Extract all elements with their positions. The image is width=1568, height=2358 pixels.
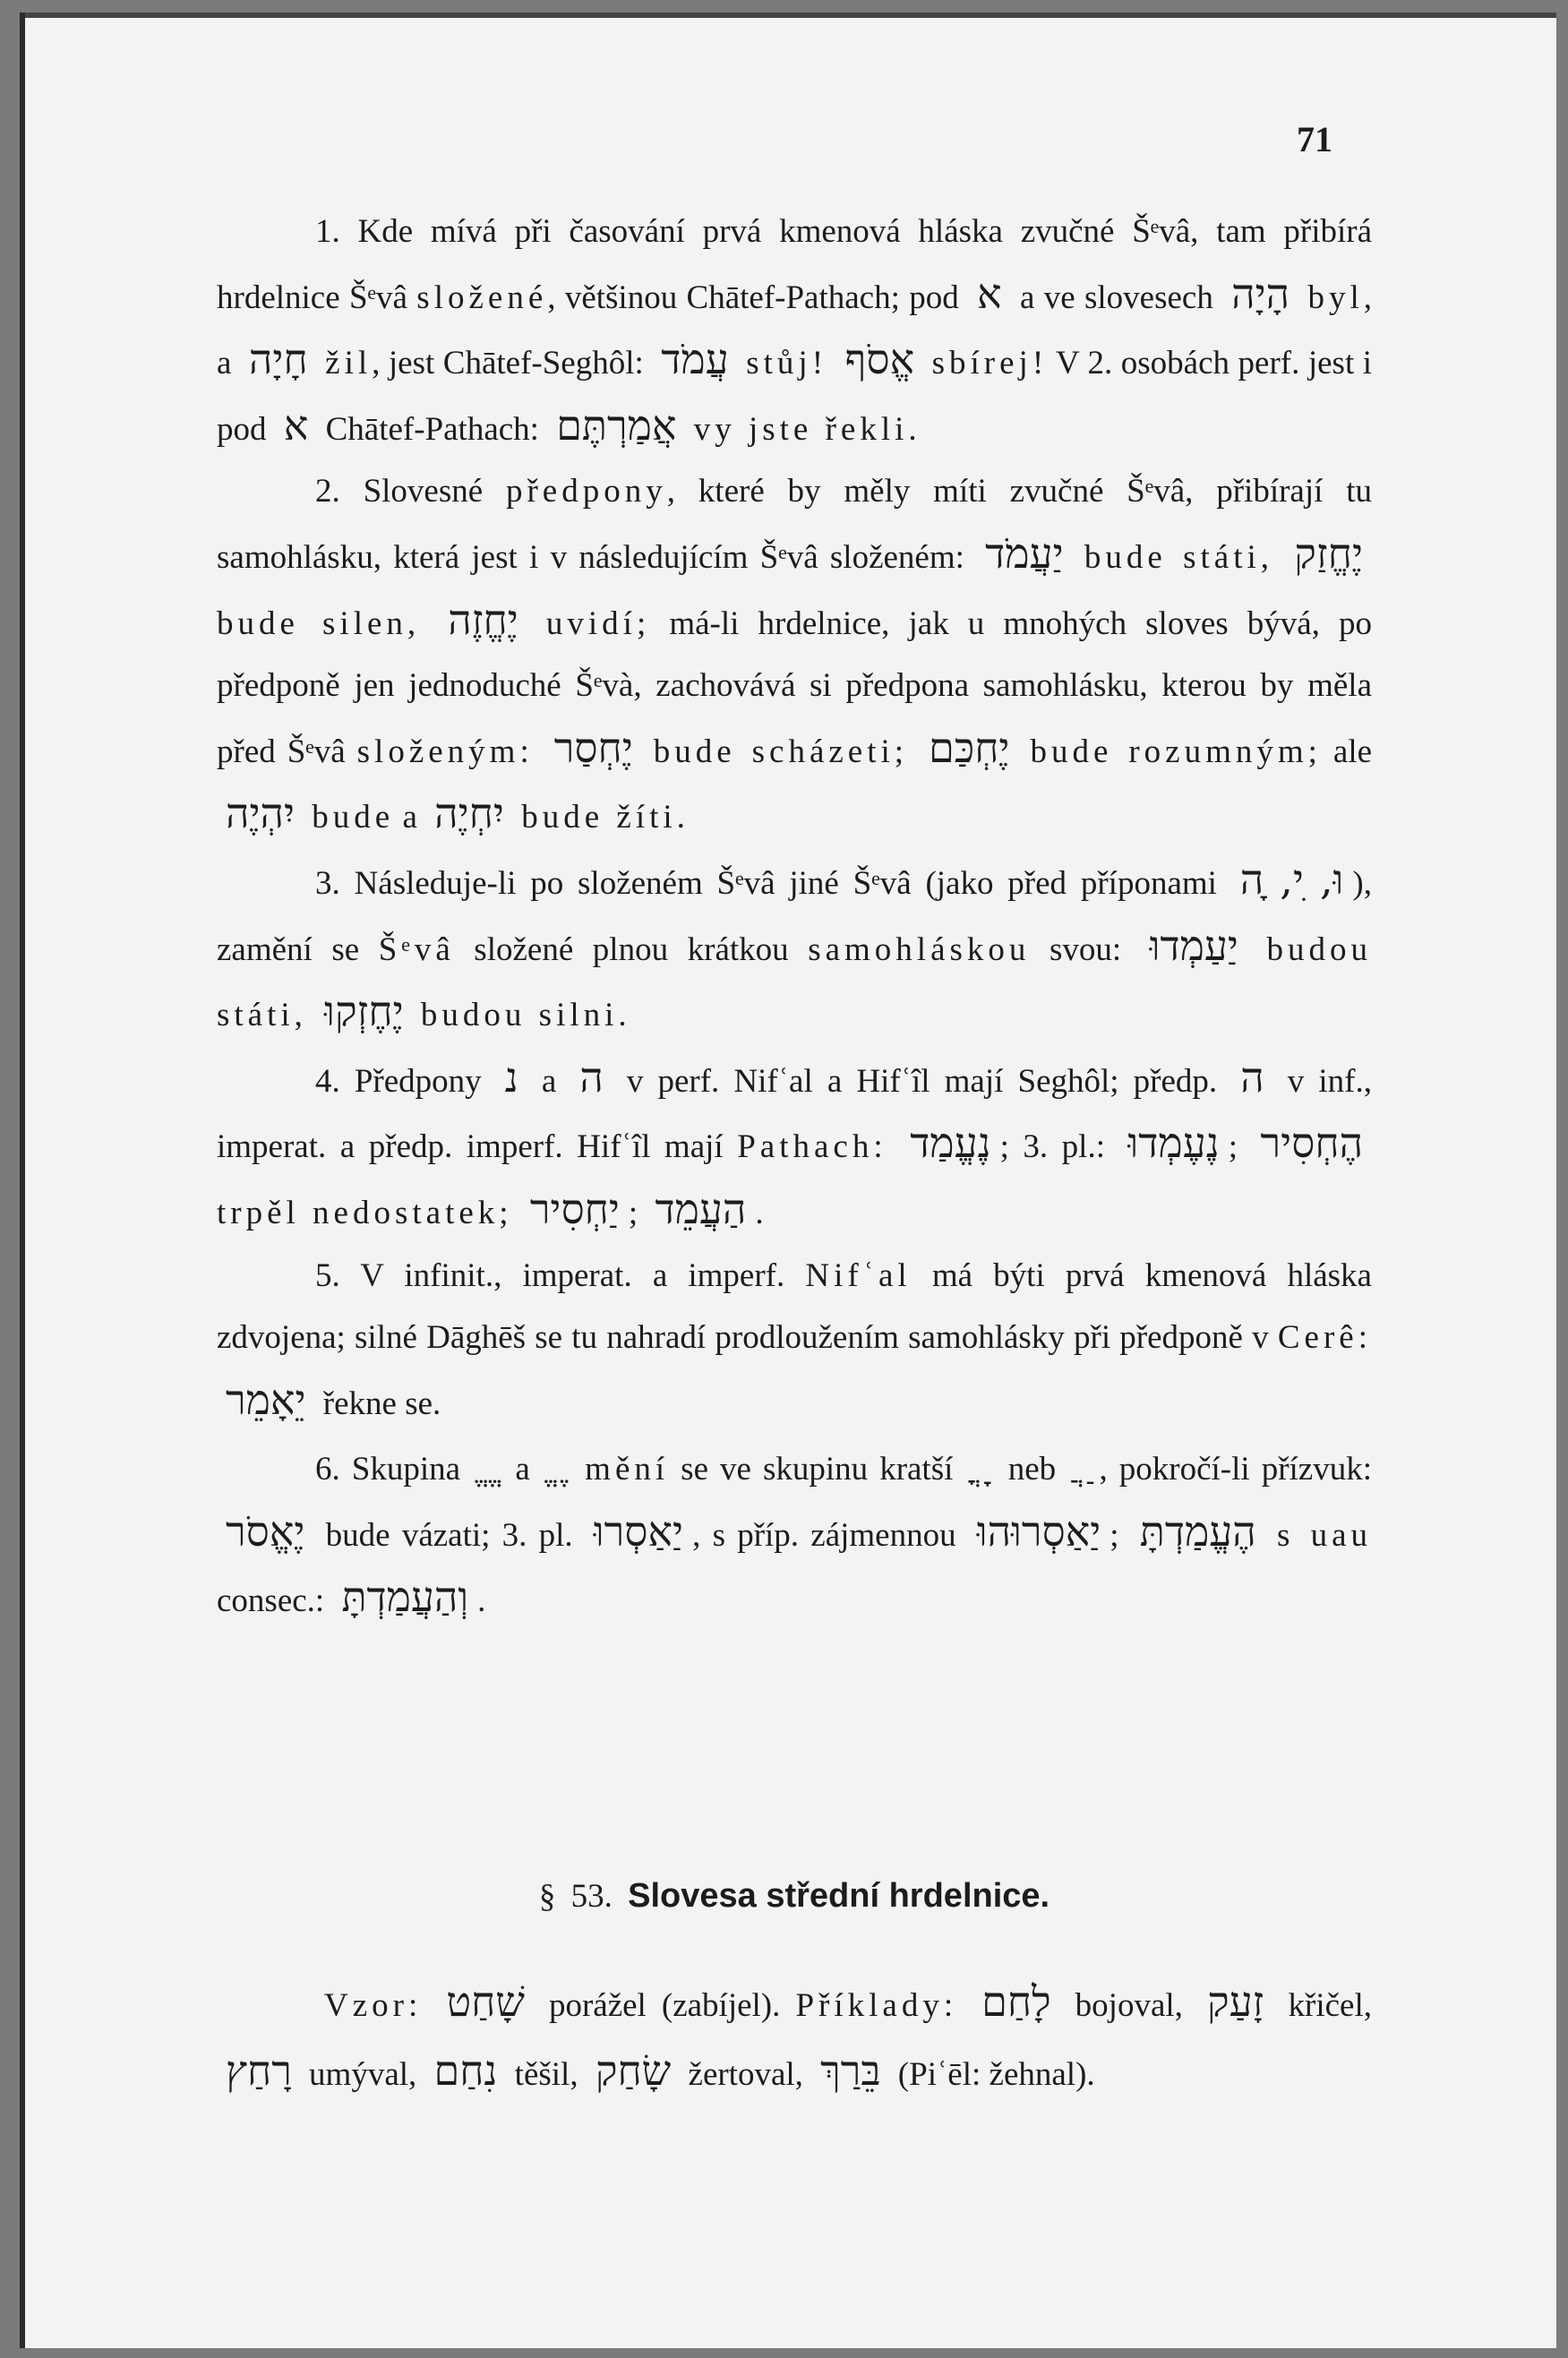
text-run [527, 605, 546, 642]
text-run: neb [996, 1451, 1068, 1488]
hebrew-word: הַעֲמֵד [655, 1184, 747, 1233]
text-run: má býti prvá kmenová hláska zdvojena; silné Dāghēš se tu nahradí prodloužením samohlásky při předponě v [217, 1256, 1372, 1357]
text-run: a ve slovesech [1010, 279, 1223, 316]
paragraph-3 [217, 849, 1372, 1047]
text-run [413, 997, 421, 1033]
spaced-text: Nifʿal [805, 1256, 912, 1294]
spaced-text: Pathach: [737, 1128, 887, 1166]
hebrew-word: א [283, 400, 309, 450]
spaced-text: předpony [505, 473, 667, 510]
paragraph-6 [217, 1435, 1372, 1633]
spaced-text: vy jste řekli. [693, 410, 921, 448]
hebrew-word: יֶחֶזְקוּ [324, 987, 404, 1036]
spaced-text: samohláskou [808, 930, 1031, 968]
text-run: umýval, [300, 2056, 425, 2093]
hebrew-word: יֶאֱסֹר [226, 1506, 305, 1556]
spaced-text: Šᵉvâ [378, 930, 455, 968]
text-run: , pokročí-li přízvuk: [1099, 1451, 1372, 1488]
text-run: , a [217, 279, 1372, 382]
hebrew-word: אֲמַרְתֶּם [556, 400, 677, 450]
text-run [827, 345, 836, 382]
text-run [908, 733, 920, 770]
hebrew-word: יִהְיֶה [226, 789, 296, 838]
hebrew-word: יִחְיֶה [434, 789, 504, 838]
text-run: 3. Následuje-li po složeném Šᵉvâ jiné Šᵉvâ (jako před příponami [315, 864, 1231, 902]
paragraph-2 [217, 460, 1372, 849]
text-run: těšil, [506, 2056, 587, 2093]
text-run [573, 1451, 585, 1488]
hebrew-word: וּ, ִי, ָה [1239, 854, 1344, 904]
text-run [534, 733, 545, 770]
text-run: , s příp. zájmennou [692, 1516, 968, 1554]
spaced-text: bude [312, 799, 395, 836]
spaced-text: bude silen, [217, 605, 421, 642]
text-run [513, 799, 521, 836]
spaced-text: stůj! [746, 345, 828, 382]
text-run: 5. V infinit., imperat. a imperf. [315, 1256, 806, 1294]
text-run: (Piʿēl: žehnal). [889, 2056, 1095, 2093]
section-heading [217, 1877, 1372, 1916]
text-run: řekne se. [314, 1385, 441, 1422]
text-run: a [527, 1062, 571, 1100]
hebrew-word: אֱסֹף [844, 335, 915, 384]
spaced-text: s uau [1276, 1516, 1373, 1554]
text-run [1265, 1517, 1277, 1554]
text-run [513, 1195, 521, 1231]
text-run: V 2. osobách perf. jest i pod [217, 345, 1372, 448]
text-run: bude vázati; 3. pl. [313, 1516, 585, 1554]
hebrew-word: א [977, 269, 1002, 318]
spaced-text: Cerê: [1277, 1319, 1372, 1357]
text-run [1019, 733, 1031, 770]
text-run: v inf., imperat. a předp. imperf. Hifʿîl mají [217, 1062, 1372, 1166]
spaced-text: budou státi, [217, 930, 1373, 1034]
text-run: a [394, 799, 426, 836]
text-run [307, 997, 315, 1033]
hebrew-word: ֶ ֱ [550, 1441, 565, 1490]
text-run: . [755, 1194, 764, 1231]
spaced-text: bude žíti. [521, 799, 690, 836]
text-run: žertoval, [680, 2056, 812, 2093]
hebrew-word: נ [504, 1052, 518, 1102]
hebrew-word: רָחַץ [226, 2046, 292, 2095]
spaced-text: žil [325, 345, 373, 382]
text-run: křičel, [1272, 1987, 1373, 2024]
text-run: a [503, 1451, 542, 1488]
hebrew-word: ָ ֳ [973, 1441, 988, 1490]
text-run [1298, 279, 1307, 316]
text-run [685, 411, 693, 448]
text-run: ), zamění se [217, 864, 1372, 968]
section-title: Slovesa střední hrdelnice. [628, 1877, 1050, 1915]
hebrew-word: לָחַם [981, 1977, 1051, 2026]
text-run: . [477, 1582, 486, 1620]
spaced-text: byl [1307, 279, 1364, 316]
paragraph-4 [217, 1047, 1372, 1245]
spaced-text: bude scházeti; [653, 733, 909, 770]
text-run [304, 799, 312, 836]
text-run: 1. Kde mívá při časování prvá kmenová hláska zvučné Šᵉvâ, tam přibírá hrdelnice Šᵉvâ [217, 213, 1372, 316]
text-run: ; 3. pl.: [999, 1128, 1119, 1166]
hebrew-word: ה [579, 1052, 604, 1102]
paragraph-5 [217, 1245, 1372, 1436]
spaced-text: Příklady: [795, 1987, 958, 2024]
hebrew-word: שָׂחַק [595, 2046, 672, 2095]
text-run [422, 1987, 437, 2024]
hebrew-word: ֱ ֱ [481, 1441, 495, 1490]
text-run [738, 345, 747, 382]
hebrew-word: נֶעֶמְדוּ [1127, 1119, 1220, 1168]
section-number: 53. [570, 1878, 613, 1915]
text-run: v perf. Nifʿal a Hifʿîl mají Seghôl; předp. [612, 1062, 1232, 1100]
text-run: má-li hrdelnice, jak u mnohých sloves bývá, po předponě jen jednoduché Šᵉvà, zachovává si předpona samohlásku, kterou by měla před Šᵉvâ [217, 605, 1373, 770]
hebrew-word: יַאַסְרוּ [593, 1506, 684, 1556]
hebrew-word: יֶחֱזַק [1294, 528, 1364, 578]
hebrew-word: נִחַם [433, 2046, 498, 2095]
spaced-text: složené [416, 279, 548, 316]
model-paragraph [217, 1969, 1372, 2107]
text-run: 2. Slovesné [315, 473, 506, 510]
text-run [1073, 539, 1084, 576]
hebrew-word: זָעַק [1206, 1977, 1264, 2026]
hebrew-word: ה [1240, 1052, 1264, 1102]
page [20, 13, 1556, 2348]
spaced-text: složeným: [356, 733, 534, 770]
spaced-text: trpěl nedostatek; [217, 1194, 513, 1231]
hebrew-word: עֲמֹד [661, 335, 729, 384]
spaced-text: uvidí; [545, 605, 651, 642]
text-run [923, 345, 932, 382]
page-number: 71 [1297, 119, 1332, 159]
spaced-text: bude státi, [1084, 538, 1274, 576]
hebrew-word: יֶחֱזֶה [448, 595, 518, 644]
text-run: ; [628, 1194, 647, 1231]
text-run: , většinou Chātef-Pathach; pod [547, 279, 969, 316]
spaced-text: budou silni. [420, 997, 631, 1034]
hebrew-word: יַעַמְדוּ [1149, 921, 1238, 970]
text-run: bojoval, [1059, 1987, 1198, 2024]
text-run: Chātef-Pathach: [317, 410, 548, 448]
text-run: 6. Skupina [315, 1451, 473, 1488]
hebrew-word: יֵאָמֵר [226, 1375, 306, 1424]
paragraph-1 [217, 201, 1372, 460]
spaced-text: Vzor: [324, 1987, 423, 2024]
text-run: , jest Chātef-Seghôl: [372, 345, 653, 382]
spaced-text: sbírej! [931, 345, 1049, 382]
hebrew-word: יֶחְסַר [553, 723, 633, 772]
hebrew-word: בֵּרַךְ [820, 2046, 881, 2095]
text-run [887, 1128, 902, 1165]
spaced-text: bude rozumným; [1030, 733, 1322, 770]
hebrew-word: יַעֲמֹד [985, 528, 1064, 578]
text-run [317, 345, 326, 382]
text-run: svou: [1030, 930, 1141, 968]
hebrew-word: הֶעֱמַדְתָּ [1139, 1506, 1256, 1556]
text-run: ; [1110, 1516, 1131, 1554]
hebrew-word: יַחְסִיר [529, 1184, 620, 1233]
hebrew-word: חָיָה [248, 335, 308, 384]
text-run: se ve skupinu kratší [669, 1451, 965, 1488]
hebrew-word: הֶחְסִיר [1260, 1119, 1364, 1168]
section-symbol: § [538, 1878, 556, 1915]
text-run: consec.: [217, 1582, 333, 1620]
text-run [1247, 931, 1267, 968]
hebrew-word: ַ ֲ [1076, 1441, 1091, 1490]
text-run [1273, 539, 1285, 576]
hebrew-word: וְהַעֲמַדְתָּ [341, 1573, 469, 1622]
text-run: , které by měly míti zvučné Šᵉvâ, přibírají tu samohlásku, která jest i v následujícím Šᵉvâ složeném: [217, 473, 1372, 576]
text-run: složené plnou krátkou [454, 930, 809, 968]
text-run: porážel (zabíjel). [533, 1987, 796, 2024]
spaced-text: mění [585, 1451, 670, 1488]
hebrew-word: יֶחְכַּם [929, 723, 1010, 772]
text-run [642, 733, 654, 770]
hebrew-word: נֶעֱמַד [910, 1119, 991, 1168]
text-run: ale [1321, 733, 1373, 770]
body-text [217, 201, 1372, 1633]
text-run [420, 605, 439, 642]
model-text [217, 1969, 1372, 2107]
hebrew-word: הָיָה [1231, 269, 1290, 318]
text-run [957, 1987, 973, 2024]
text-run: 4. Předpony [315, 1062, 496, 1100]
hebrew-word: שָׁחַט [446, 1977, 525, 2026]
hebrew-word: יַאַסְרוּהוּ [976, 1506, 1101, 1556]
text-run: ; [1228, 1128, 1252, 1166]
